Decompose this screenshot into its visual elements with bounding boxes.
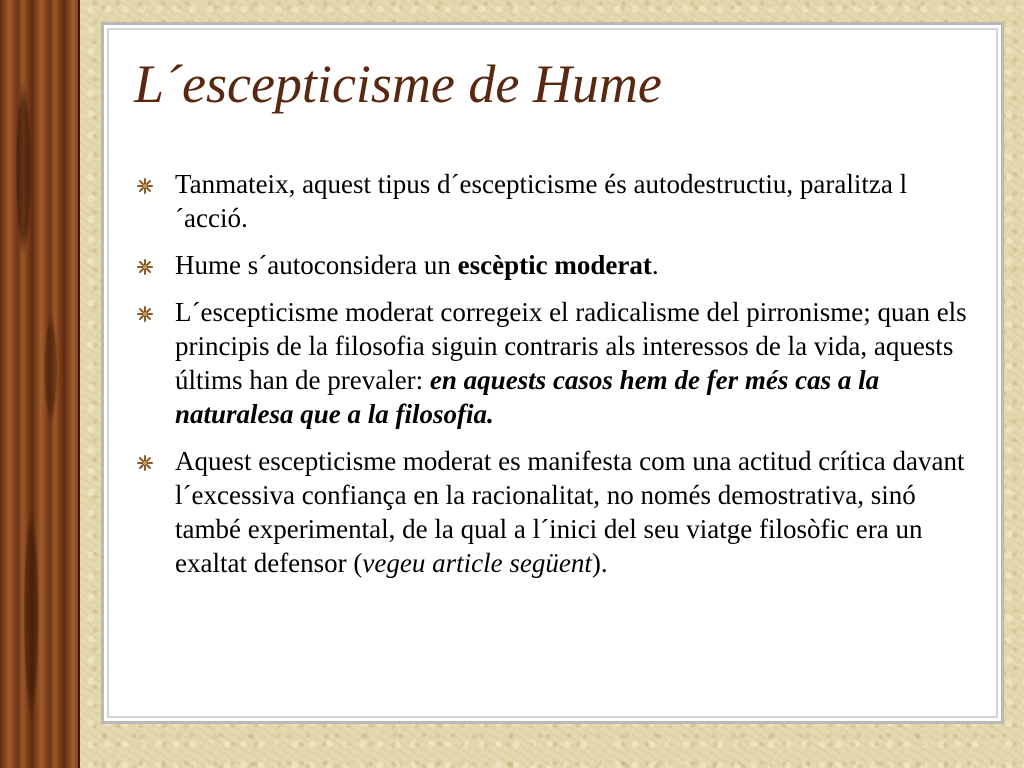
slide-title: L´escepticisme de Hume [134,54,662,114]
starburst-bullet-icon [137,306,153,322]
starburst-bullet-icon [137,259,153,275]
bullet-item-3 [137,295,977,431]
bullet-item-4 [137,444,977,580]
bullet-item-1 [137,167,977,235]
bullet-list [137,167,977,593]
wood-border-decoration [0,0,80,768]
bullet-4-article-reference: vegeu article següent [362,548,592,578]
starburst-bullet-icon [137,178,153,194]
slide-content-panel [101,22,1004,724]
bullet-item-2 [137,248,977,282]
bullet-2-text: Hume s´autoconsidera un [175,250,458,280]
bullet-4-end: ). [591,548,608,578]
bullet-2-end: . [651,250,659,280]
bullet-2-bold-term: escèptic moderat [457,250,652,280]
bullet-4-text: Aquest escepticisme moderat es manifesta com una actitud crítica davant l´excessiva confiança en la racionalitat, no només demostrativa, sinó també experimental, de la qual a l´inici del seu viatge filosòfic era un exaltat defensor ( [175,446,965,578]
bullet-3-text: L´escepticisme moderat corregeix el radicalisme del pirronisme; quan els principis de la filosofia siguin contraris als interessos de la vida, aquests últims han de prevaler: [175,297,967,395]
bullet-3-emphasis: en aquests casos hem de fer més cas a la naturalesa que a la filosofia. [175,365,880,429]
bullet-1-text: Tanmateix, aquest tipus d´escepticisme és autodestructiu, paralitza l´acció. [175,169,908,233]
starburst-bullet-icon [137,455,153,471]
